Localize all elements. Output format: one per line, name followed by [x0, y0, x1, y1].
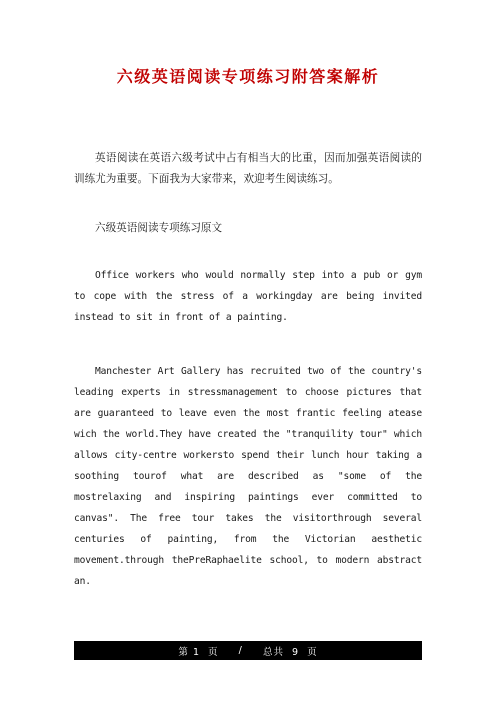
body-paragraph-2: Manchester Art Gallery has recruited two of the country's leading experts in stressmanagement to choose pictures that are guaranteed to leave even the most frantic feeling atease wich the world.They have created the "tranquility tour" which allows city-centre workersto spend their lunch hour taking a soothing tourof what are described as "some of the mostrelaxing and inspiring paintings ever committed to canvas". The free tour takes the visitorthrough several centuries of painting, from the Victorian aesthetic movement.through thePreRaphaelite school, to modern abstract an. — [74, 366, 422, 587]
page-separator: / — [238, 645, 243, 656]
intro-paragraph: 英语阅读在英语六级考试中占有相当大的比重，因而加强英语阅读的训练尤为重要。下面我为大家带来，欢迎考生阅读练习。 — [74, 152, 422, 185]
section-heading: 六级英语阅读专项练习原文 — [95, 222, 223, 234]
body-paragraph-1: Office workers who would normally step into a pub or gym to cope with the stress of a workingday are being invited instead to sit in front of a painting. — [74, 270, 422, 323]
page-number: 第 1 页 — [178, 646, 219, 658]
document-title: 六级英语阅读专项练习附答案解析 — [116, 67, 380, 86]
page-footer — [74, 641, 422, 660]
total-pages: 总共 9 页 — [262, 646, 318, 658]
